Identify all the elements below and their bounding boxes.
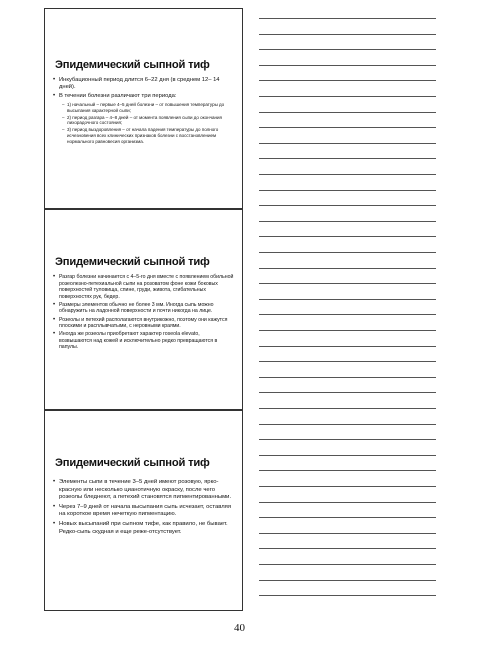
slide-2: [44, 209, 243, 410]
note-line: [259, 564, 436, 565]
note-line: [259, 455, 436, 456]
note-line: [259, 408, 436, 409]
note-line: [259, 283, 436, 284]
note-line: [259, 18, 436, 19]
note-line: [259, 502, 436, 503]
page-number: 40: [234, 622, 245, 634]
slide-title: Эпидемический сыпной тиф: [55, 457, 210, 469]
note-line: [259, 595, 436, 596]
note-line: [259, 174, 436, 175]
note-line: [259, 486, 436, 487]
note-line: [259, 252, 436, 253]
bullet-list: [45, 479, 242, 536]
sub-bullet-item: – 1) начальный – первые 4–5 дней болезни – от повышения температуры до высыпания характерной сыпи;: [67, 102, 234, 114]
note-line: [259, 361, 436, 362]
note-line: [259, 533, 436, 534]
note-line: [259, 236, 436, 237]
slide-1: [44, 8, 243, 209]
bullet-text: В течении болезни различают три периода:: [59, 93, 177, 100]
note-line: [259, 205, 436, 206]
bullet-item: [59, 93, 234, 145]
note-line: [259, 392, 436, 393]
bullet-item: • Новых высыпаний при сыпном тифе, как правило, не бывает. Редко-сыпь скудная и еще реже-отсутствует.: [59, 521, 234, 536]
bullet-item: • Иногда же розеолы приобретают характер roseola elevato, возвышаются над кожей и исключительно редко превращаются в папулы.: [59, 331, 234, 351]
note-line: [259, 49, 436, 50]
bullet-item: [59, 77, 234, 92]
bullet-text: Инкубационный период длится 6–22 дня (в среднем 12– 14 дней).: [59, 77, 220, 91]
sub-bullet-list: [59, 102, 234, 145]
bullet-item: • Разгар болезни начинается с 4–5-го дня вместе с появлением обильной розеолезно-петехиальной сыпи на розоватом фоне кожи боковых поверхностей туловища, спине, груди, живота, сгибательных поверхностях рук, бедер.: [59, 274, 234, 300]
note-line: [259, 112, 436, 113]
note-line: [259, 580, 436, 581]
note-line: [259, 439, 436, 440]
sub-bullet-item: – 3) период выздоровления – от начала падения температуры до полного исчезновения всех клинических признаков болезни с восстановлением нормального равновесия организма.: [67, 127, 234, 145]
note-line: [259, 34, 436, 35]
note-line: [259, 299, 436, 300]
bullet-item: • Элементы сыпи в течение 3–5 дней имеют розовую, ярко-красную или несколько цианотичную окраску, после чего розеолы бледнеют, а петехий становятся пигментированными.: [59, 479, 234, 502]
note-line: [259, 314, 436, 315]
bullet-item: • Размеры элементов обычно не более 3 мм. Иногда сыпь можно обнаружить на ладонной поверхности и почти никогда на лице.: [59, 302, 234, 315]
note-line: [259, 65, 436, 66]
note-line: [259, 143, 436, 144]
slide-3: [44, 410, 243, 611]
note-line: [259, 96, 436, 97]
note-line: [259, 517, 436, 518]
sub-bullet-item: – 2) период разгара – 4–8 дней – от момента появления сыпи до окончания лихорадочного состояния;: [67, 115, 234, 127]
note-line: [259, 424, 436, 425]
note-line: [259, 190, 436, 191]
slide-title: Эпидемический сыпной тиф: [55, 59, 210, 71]
bullet-item: • Через 7–9 дней от начала высыпания сыпь исчезает, оставляя на короткое время нечеткую пигментацию.: [59, 504, 234, 519]
note-line: [259, 346, 436, 347]
note-line: [259, 158, 436, 159]
note-line: [259, 127, 436, 128]
note-line: [259, 470, 436, 471]
notes-lines-area: [259, 18, 436, 618]
note-line: [259, 377, 436, 378]
bullet-list: [45, 77, 242, 145]
note-line: [259, 268, 436, 269]
note-line: [259, 80, 436, 81]
note-line: [259, 330, 436, 331]
slide-title: Эпидемический сыпной тиф: [55, 256, 210, 268]
bullet-item: • Розеолы и петехий располагаются внутрикожно, поэтому они кажутся плоскими и расплывчатыми, с неровными краями.: [59, 317, 234, 330]
note-line: [259, 548, 436, 549]
note-line: [259, 221, 436, 222]
bullet-list: [45, 274, 242, 351]
